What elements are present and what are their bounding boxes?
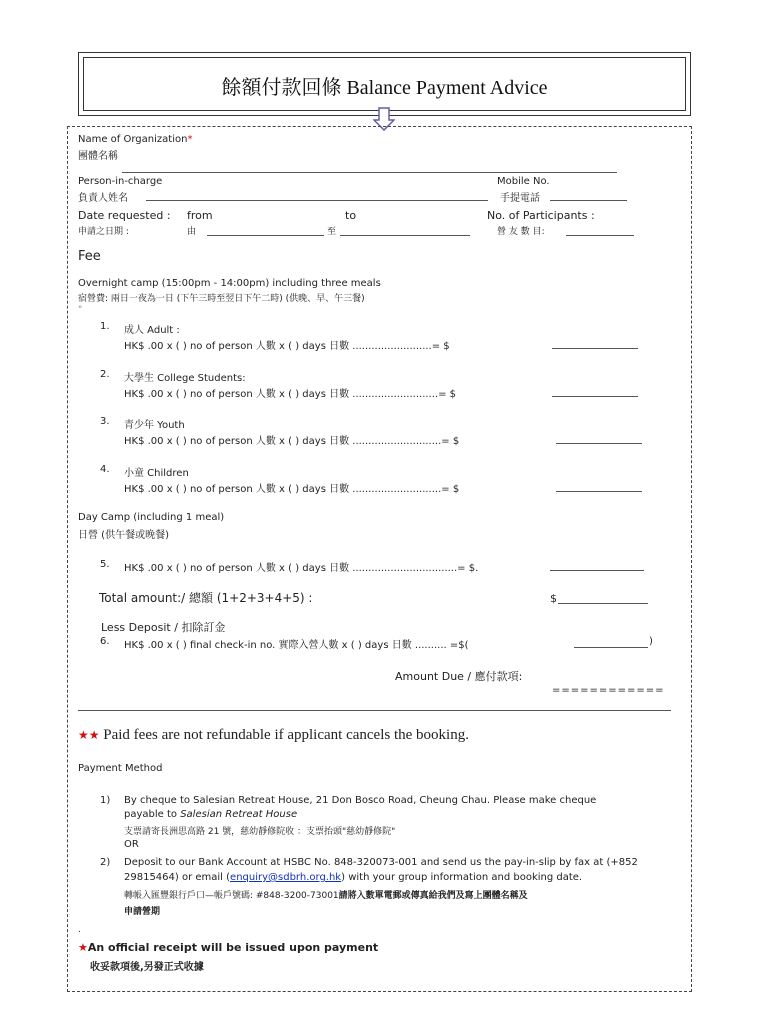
stray-mark: " xyxy=(78,305,83,315)
date-to-label-zh: 至 xyxy=(327,227,337,237)
item-4-amount-field[interactable] xyxy=(556,491,642,492)
daycamp-label-zh: 日營 (供午餐或晚餐) xyxy=(78,530,169,541)
participants-label-zh: 營 友 數 目: xyxy=(497,227,545,237)
item-2-amount-field[interactable] xyxy=(552,396,638,397)
method-1-zh: 支票請寄長洲思高路 21 號，慈幼靜修院收 ：支票抬頭"慈幼靜修院" xyxy=(124,827,396,837)
fee-heading: Fee xyxy=(78,249,101,264)
overnight-label: Overnight camp (15:00pm - 14:00pm) including three meals xyxy=(78,278,381,289)
date-from-label-zh: 由 xyxy=(187,227,197,237)
item-5-amount-field[interactable] xyxy=(550,570,644,571)
mobile-label: Mobile No. xyxy=(497,176,550,187)
date-to-label: to xyxy=(345,209,357,222)
date-label-zh: 申請之日期 : xyxy=(78,227,129,237)
stray-dot: . xyxy=(78,925,81,935)
or-label: OR xyxy=(124,839,139,850)
date-label: Date requested : xyxy=(78,209,171,222)
org-field-line[interactable] xyxy=(122,172,617,173)
refund-notice: ★★ Paid fees are not refundable if applicant cancels the booking. xyxy=(78,727,469,743)
item-4-number: 4. xyxy=(100,464,110,475)
item-2-label: 大學生 College Students: xyxy=(124,373,246,384)
email-link[interactable]: enquiry@sdbrh.org.hk xyxy=(230,872,342,883)
item-2-number: 2. xyxy=(100,369,110,380)
section-divider xyxy=(78,710,671,711)
participants-label: No. of Participants : xyxy=(487,209,595,222)
method-2-zh-line1: 轉帳入匯豐銀行戶口—帳戶號碼: #848-3200-73001請將入數單電郵或傳真給我們及寫上團體名稱及 xyxy=(124,891,528,901)
item-6-line: HK$ .00 x ( ) final check-in no. 實際入營人數 x ( ) days 日數 .......... =$( xyxy=(124,640,469,651)
participants-field[interactable] xyxy=(566,235,634,236)
amount-due-label: Amount Due / 應付款項: xyxy=(395,670,523,683)
org-label-zh: 團體名稱 xyxy=(78,151,118,162)
payment-heading: Payment Method xyxy=(78,763,163,774)
item-2-line: HK$ .00 x ( ) no of person 人數 x ( ) days 日數 ...........................= $ xyxy=(124,389,457,400)
total-amount-field[interactable] xyxy=(558,603,648,604)
method-1-number: 1) xyxy=(100,795,111,806)
receipt-note-zh: 收妥款項後,另發正式收據 xyxy=(90,962,204,973)
deposit-label: Less Deposit / 扣除訂金 xyxy=(101,621,226,634)
total-label: Total amount:/ 總額 (1+2+3+4+5) : xyxy=(99,591,313,605)
mobile-label-zh: 手提電話 xyxy=(500,193,540,204)
star-icon: ★ xyxy=(78,941,88,954)
item-3-number: 3. xyxy=(100,416,110,427)
item-1-label: 成人 Adult : xyxy=(124,325,180,336)
overnight-label-zh: 宿營費: 兩日一夜為一日 (下午三時至翌日下午二時) (供晚、早、午三餐) xyxy=(78,294,365,304)
person-label: Person-in-charge xyxy=(78,176,163,187)
method-2-line2: 29815464) or email (enquiry@sdbrh.org.hk) with your group information and booking date. xyxy=(124,872,583,883)
item-6-number: 6. xyxy=(100,636,110,647)
item-1-line: HK$ .00 x ( ) no of person 人數 x ( ) days 日數 .........................= $ xyxy=(124,341,450,352)
item-5-number: 5. xyxy=(100,559,110,570)
item-1-number: 1. xyxy=(100,321,110,332)
mobile-field-line[interactable] xyxy=(550,200,627,201)
method-1-line1: By cheque to Salesian Retreat House, 21 Don Bosco Road, Cheung Chau. Please make cheque xyxy=(124,795,597,806)
org-label: Name of Organization* xyxy=(78,134,193,145)
person-field-line[interactable] xyxy=(146,200,488,201)
item-4-line: HK$ .00 x ( ) no of person 人數 x ( ) days 日數 ............................= $ xyxy=(124,484,460,495)
item-5-line: HK$ .00 x ( ) no of person 人數 x ( ) days 日數 .................................= $. xyxy=(124,563,479,574)
deposit-close-paren: ) xyxy=(649,636,653,647)
date-from-label: from xyxy=(187,209,213,222)
method-1-line2: payable to Salesian Retreat House xyxy=(124,809,298,820)
item-3-label: 青少年 Youth xyxy=(124,420,185,431)
item-3-line: HK$ .00 x ( ) no of person 人數 x ( ) days 日數 ............................= $ xyxy=(124,436,460,447)
item-3-amount-field[interactable] xyxy=(556,443,642,444)
daycamp-label: Day Camp (including 1 meal) xyxy=(78,512,225,523)
amount-due-equals: ============ xyxy=(552,685,665,696)
person-label-zh: 負責人姓名 xyxy=(78,193,128,204)
star-icon: ★★ xyxy=(78,728,100,742)
method-2-number: 2) xyxy=(100,857,111,868)
page-title: 餘額付款回條 Balance Payment Advice xyxy=(221,77,548,99)
date-from-field[interactable] xyxy=(207,235,324,236)
date-to-field[interactable] xyxy=(340,235,470,236)
method-2-line1: Deposit to our Bank Account at HSBC No. 848-320073-001 and send us the pay-in-slip by fax at (+852 xyxy=(124,857,638,868)
item-4-label: 小童 Children xyxy=(124,468,189,479)
item-1-amount-field[interactable] xyxy=(552,348,638,349)
deposit-amount-field[interactable] xyxy=(574,647,648,648)
receipt-note: ★An official receipt will be issued upon payment xyxy=(78,941,379,954)
total-currency: $ xyxy=(550,592,557,605)
method-2-zh-line2: 申請營期 xyxy=(124,907,161,917)
